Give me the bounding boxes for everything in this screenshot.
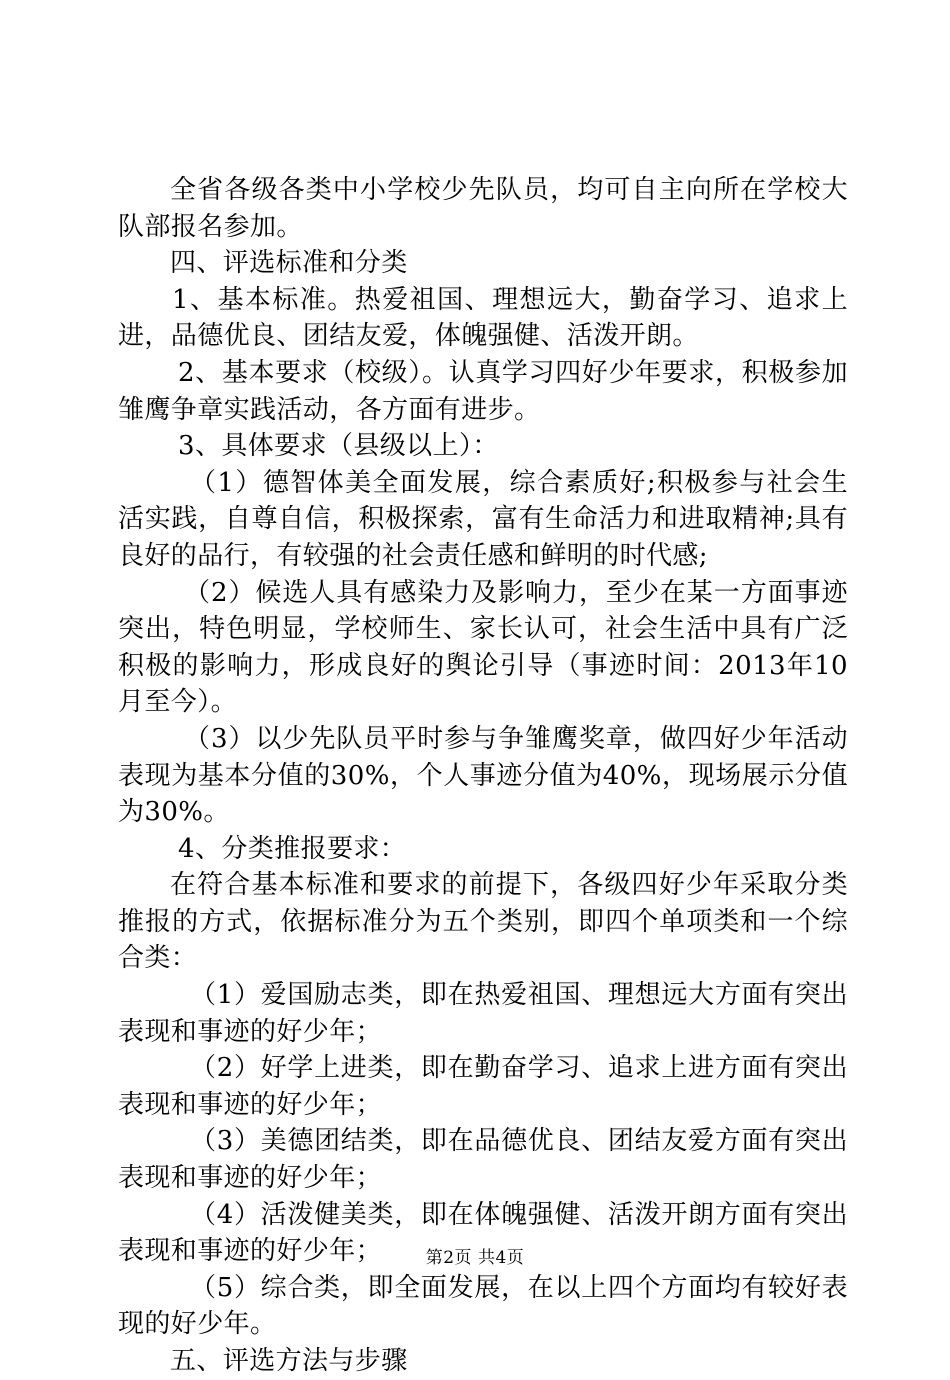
document-body bbox=[118, 172, 848, 1380]
paragraph-specific-requirement: 3、具体要求（县级以上）： bbox=[178, 431, 499, 462]
list-item-category-1: （1）爱国励志类，即在热爱祖国、理想远大方面有突出表现和事迹的好少年； bbox=[118, 980, 848, 1047]
section-heading-criteria: 四、评选标准和分类 bbox=[170, 248, 408, 279]
paragraph-basic-requirement: 2、基本要求（校级）。认真学习四好少年要求，积极参加雏鹰争章实践活动，各方面有进步。 bbox=[118, 357, 848, 425]
list-item-requirement-2: （2）候选人具有感染力及影响力，至少在某一方面事迹突出，特色明显，学校师生、家长认可，社会生活中具有广泛积极的影响力，形成良好的舆论引导（事迹时间：2013年10月至今）。 bbox=[118, 577, 848, 718]
list-item-category-4: （4）活泼健美类，即在体魄强健、活泼开朗方面有突出表现和事迹的好少年； bbox=[118, 1199, 848, 1267]
paragraph-eligibility: 全省各级各类中小学校少先队员，均可自主向所在学校大队部报名参加。 bbox=[118, 175, 848, 242]
list-item-requirement-1: （1）德智体美全面发展，综合素质好;积极参与社会生活实践，自尊自信，积极探索，富有生命活力和进取精神;具有良好的品行，有较强的社会责任感和鲜明的时代感; bbox=[118, 467, 848, 571]
paragraph-basic-standard: 1、基本标准。热爱祖国、理想远大，勤奋学习、追求上进，品德优良、团结友爱，体魄强健、活泼开朗。 bbox=[118, 284, 848, 352]
list-item-category-5: （5）综合类，即全面发展，在以上四个方面均有较好表现的好少年。 bbox=[118, 1272, 848, 1340]
paragraph-category-requirement: 4、分类推报要求： bbox=[178, 833, 407, 864]
paragraph-category-intro: 在符合基本标准和要求的前提下，各级四好少年采取分类推报的方式，依据标准分为五个类别，即四个单项类和一个综合类： bbox=[118, 870, 848, 974]
page-number: 第2页 共4页 bbox=[425, 1248, 525, 1268]
list-item-category-2: （2）好学上进类，即在勤奋学习、追求上进方面有突出表现和事迹的好少年； bbox=[118, 1053, 848, 1120]
list-item-requirement-3: （3）以少先队员平时参与争雏鹰奖章，做四好少年活动表现为基本分值的30%，个人事迹分值为40%，现场展示分值为30%。 bbox=[118, 723, 848, 828]
section-heading-methods: 五、评选方法与步骤 bbox=[170, 1346, 408, 1376]
list-item-category-3: （3）美德团结类，即在品德优良、团结友爱方面有突出表现和事迹的好少年； bbox=[118, 1126, 848, 1194]
